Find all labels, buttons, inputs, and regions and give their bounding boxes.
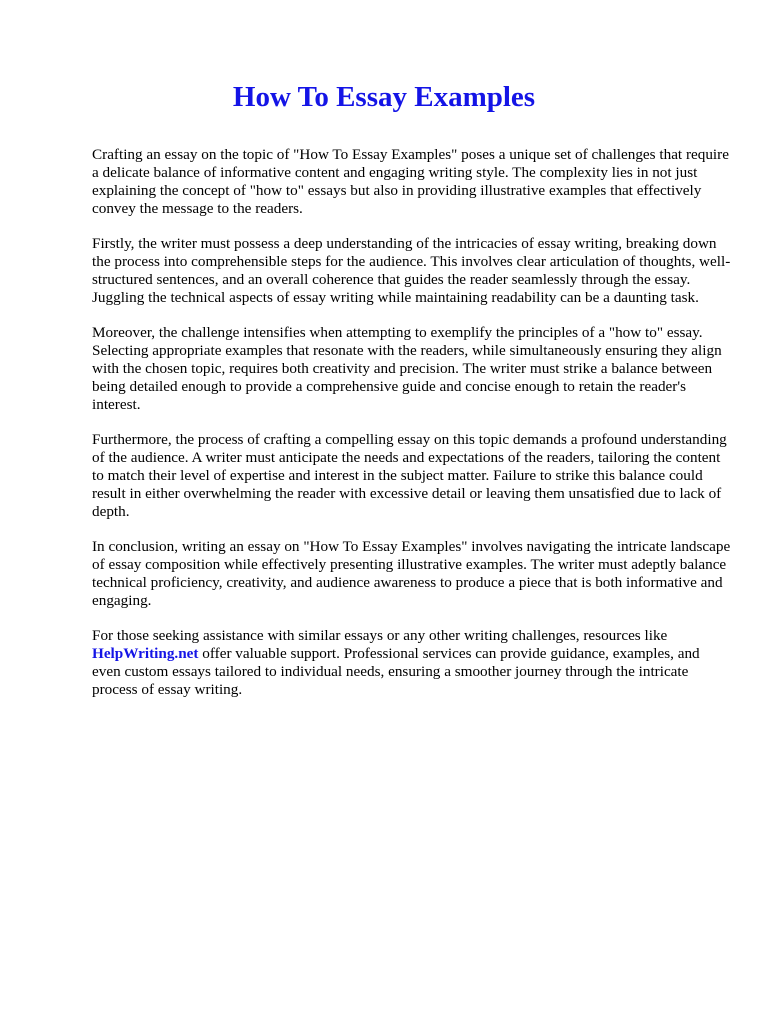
resources-text-before-link: For those seeking assistance with similar essays or any other writing challenges, resources like <box>92 627 668 644</box>
paragraph-intro: Crafting an essay on the topic of "How To Essay Examples" poses a unique set of challenges that require a delicate balance of informative content and engaging writing style. The complexity lies in not just explaining the concept of "how to" essays but also in providing illustrative examples that effectively convey the message to the readers. <box>92 146 729 217</box>
paragraph-furthermore: Furthermore, the process of crafting a compelling essay on this topic demands a profound understanding of the audience. A writer must anticipate the needs and expectations of the readers, tailoring the content to match their level of expertise and interest in the subject matter. Failure to strike this balance could result in either overwhelming the reader with excessive detail or leaving them unsatisfied due to lack of depth. <box>92 431 727 520</box>
resources-text-after-link: offer valuable support. Professional services can provide guidance, examples, and even custom essays tailored to individual needs, ensuring a smoother journey through the intricate process of essay writing. <box>92 645 700 698</box>
paragraph-firstly: Firstly, the writer must possess a deep understanding of the intricacies of essay writing, breaking down the process into comprehensible steps for the audience. This involves clear articulation of thoughts, well-structured sentences, and an overall coherence that guides the reader seamlessly through the essay. Juggling the technical aspects of essay writing while maintaining readability can be a daunting task. <box>92 235 731 306</box>
helpwriting-link[interactable]: HelpWriting.net <box>92 645 199 662</box>
paragraph-conclusion: In conclusion, writing an essay on "How To Essay Examples" involves navigating the intricate landscape of essay composition while effectively presenting illustrative examples. The writer must adeptly balance technical proficiency, creativity, and audience awareness to produce a piece that is both informative and engaging. <box>92 538 731 609</box>
document-body <box>92 146 732 716</box>
page-title: How To Essay Examples <box>232 81 536 113</box>
paragraph-moreover: Moreover, the challenge intensifies when attempting to exemplify the principles of a "how to" essay. Selecting appropriate examples that resonate with the readers, while simultaneously ensuring they align with the chosen topic, requires both creativity and precision. The writer must strike a balance between being detailed enough to provide a comprehensive guide and concise enough to retain the reader's interest. <box>92 324 722 413</box>
paragraph-resources <box>92 627 732 699</box>
